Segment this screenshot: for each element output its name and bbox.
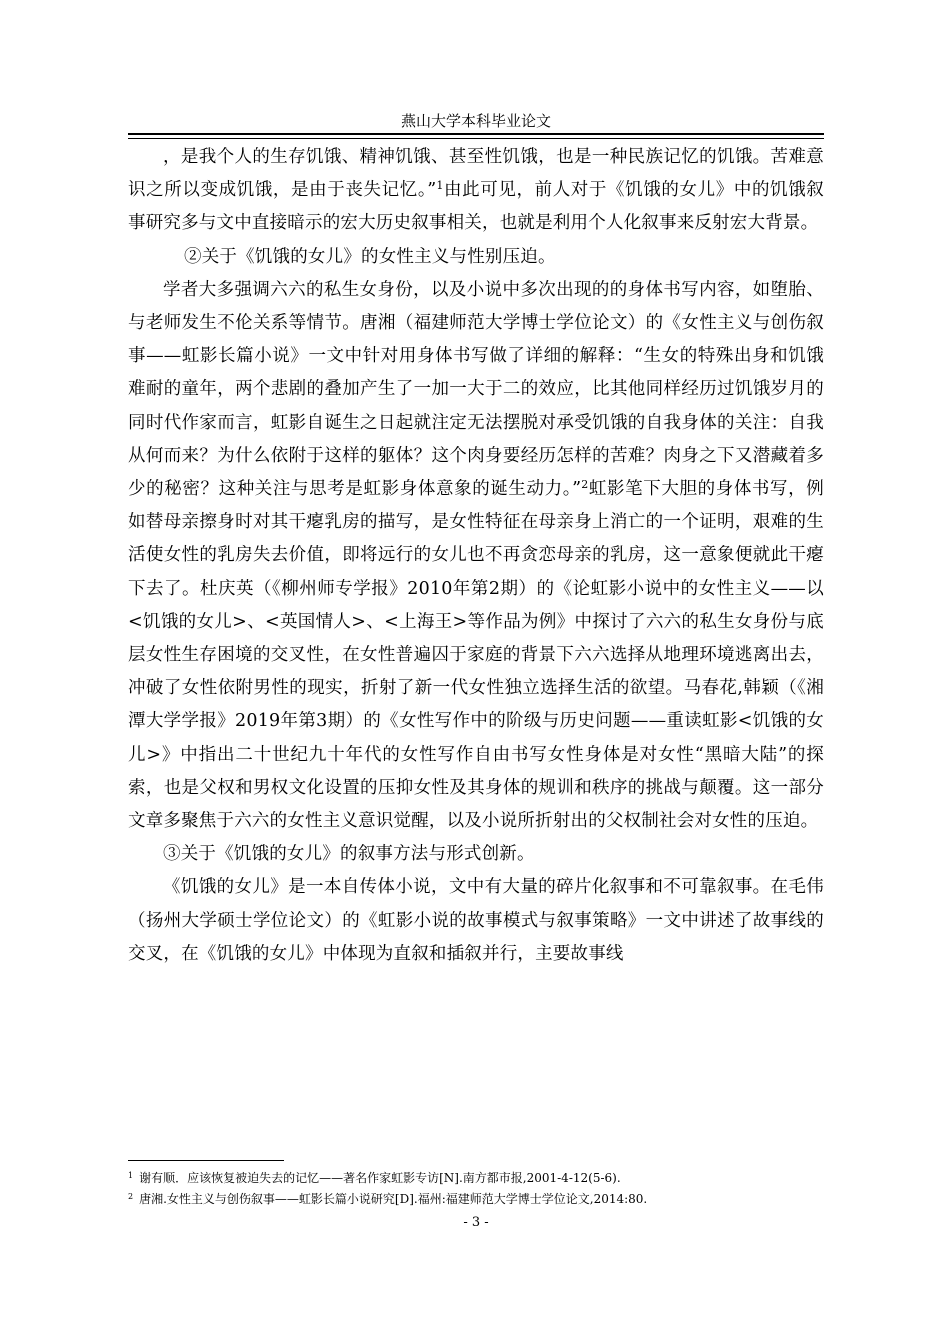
footnote-text: 谢有顺．应该恢复被迫失去的记忆——著名作家虹影专访[N].南方都市报,2001-4-12(5-6). — [139, 1171, 621, 1185]
footnote-ref[interactable]: 2 — [581, 478, 589, 492]
footnote-item — [128, 1189, 824, 1210]
page-number: - 3 - — [463, 1215, 489, 1230]
running-header: 燕山大学本科毕业论文 — [400, 112, 551, 130]
footnote-marker: 1 — [128, 1171, 134, 1180]
footnotes — [128, 1168, 824, 1210]
section-heading: ③关于《饥饿的女儿》的叙事方法与形式创新。 — [163, 844, 535, 865]
footnote-separator — [128, 1160, 284, 1161]
footnote-ref[interactable]: 1 — [436, 179, 444, 193]
header-rule-thick — [128, 133, 824, 135]
header-rule-thin — [128, 138, 824, 139]
footnote-item — [128, 1168, 824, 1189]
paragraph-text: 学者大多强调六六的私生女身份，以及小说中多次出现的的身体书写内容，如堕胎、与老师发生不伦关系等情节。唐湘（福建师范大学博士学位论文）的《女性主义与创伤叙事——虹影长篇小说》一文中针对用身体书写做了详细的解释：“生女的特殊出身和饥饿难耐的童年，两个悲剧的叠加产生了一加一大于二的效应，比其他同样经历过饥饿岁月的同时代作家而言，虹影自诞生之日起就注定无法摆脱对承受饥饿的自我身体的关注：自我从何而来？为什么依附于这样的躯体？这个肉身要经历怎样的苦难？肉身之下又潜藏着多少的秘密？这种关注与思考是虹影身体意象的诞生动力。” — [128, 279, 824, 500]
body-paragraph — [128, 141, 824, 241]
body-text — [128, 141, 824, 971]
footnote-text: 唐湘.女性主义与创伤叙事——虹影长篇小说研究[D].福州:福建师范大学博士学位论文,2014:80. — [139, 1192, 648, 1206]
footnote-marker: 2 — [128, 1192, 134, 1201]
paragraph-text: 由此可见，前人对于《饥饿的女儿》中的饥饿叙事研究多与文中直接暗示的宏大历史叙事相关，也就是利用个人化叙事来反射宏大背景。 — [128, 180, 825, 234]
body-paragraph: 《饥饿的女儿》是一本自传体小说，文中有大量的碎片化叙事和不可靠叙事。在毛伟（扬州大学硕士学位论文）的《虹影小说的故事模式与叙事策略》一文中讲述了故事线的交叉，在《饥饿的女儿》中体现为直叙和插叙并行，主要故事线 — [128, 877, 824, 964]
paragraph-text: 虹影笔下大胆的身体书写，例如替母亲擦身时对其干瘪乳房的描写，是女性特征在母亲身上消亡的一个证明，艰难的生活使女性的乳房失去价值，即将远行的女儿也不再贪恋母亲的乳房，这一意象便就此干瘪下去了。杜庆英（《柳州师专学报》2010年第2期）的《论虹影小说中的女性主义——以<饥饿的女儿>、<英国情人>、<上海王>等作品为例》中探讨了六六的私生女身份与底层女性生存困境的交叉性，在女性普遍囚于家庭的背景下六六选择从地理环境逃离出去，冲破了女性依附男性的现实，折射了新一代女性独立选择生活的欲望。马春花,韩颖（《湘潭大学学报》2019年第3期）的《女性写作中的阶级与历史问题——重读虹影<饥饿的女儿>》中指出二十世纪九十年代的女性写作自由书写女性身体是对女性“黑暗大陆”的探索，也是父权和男权文化设置的压抑女性及其身体的规训和秩序的挑战与颠覆。这一部分文章多聚焦于六六的女性主义意识觉醒，以及小说所折射出的父权制社会对女性的压迫。 — [128, 479, 824, 832]
section-heading: ②关于《饥饿的女儿》的女性主义与性别压迫。 — [184, 246, 556, 267]
body-paragraph — [128, 274, 824, 838]
quote-continuation: ，是我个人的生存饥饿、精神饥饿、甚至性饥饿，也是一种民族记忆的饥饿。苦难意识之所以变成饥饿，是由于丧失记忆。” — [128, 147, 824, 201]
